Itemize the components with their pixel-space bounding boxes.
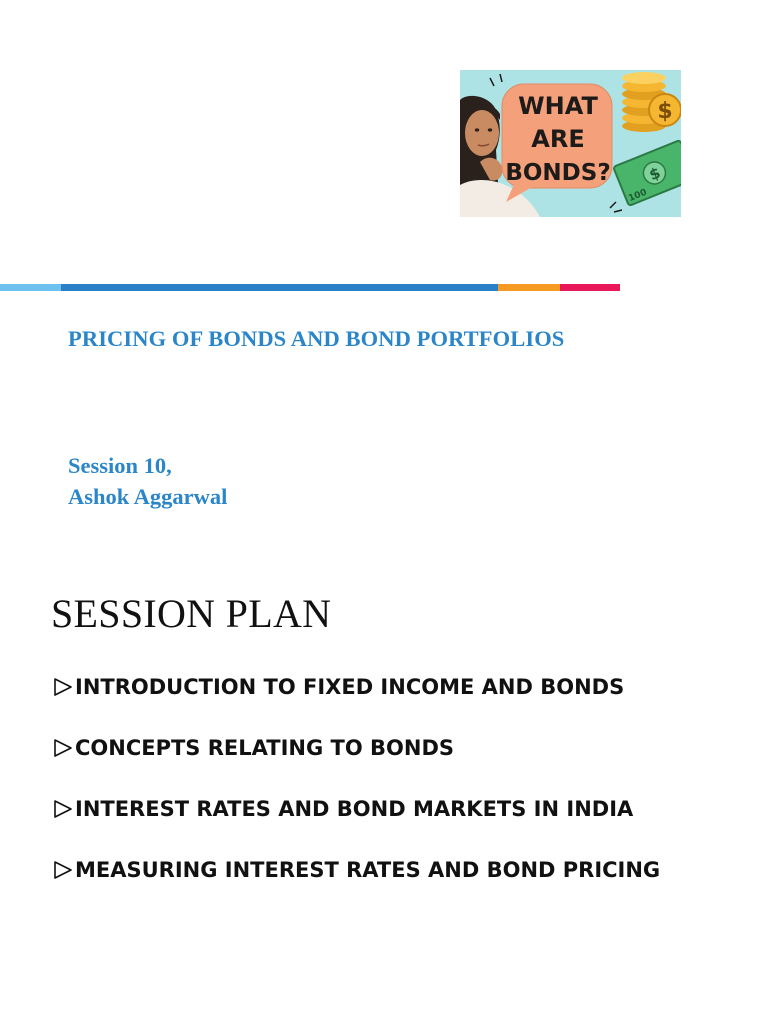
hero-illustration (460, 70, 681, 217)
what-are-bonds-image (460, 70, 681, 217)
session-plan-heading: SESSION PLAN (51, 591, 332, 636)
list-item-label: MEASURING INTEREST RATES AND BOND PRICING (75, 858, 661, 882)
triangle-outline-icon (52, 798, 74, 820)
deck-title: PRICING OF BONDS AND BOND PORTFOLIOS (68, 326, 565, 351)
triangle-outline-icon (52, 737, 74, 759)
list-item (52, 794, 660, 824)
banknote-dollar: $ (646, 163, 664, 185)
list-item (52, 855, 660, 885)
presenter-name: Ashok Aggarwal (68, 484, 228, 509)
list-item (52, 733, 660, 763)
session-number: Session 10, (68, 453, 172, 478)
session-plan-list (52, 672, 660, 916)
accent-bar-segment-blue (61, 284, 498, 291)
banknote-value: 100 (627, 187, 649, 205)
coin-symbol: $ (657, 99, 673, 124)
bubble-line-1: WHAT (518, 92, 598, 120)
triangle-outline-icon (52, 859, 74, 881)
accent-bar-segment-light-blue (0, 284, 61, 291)
list-item-label: CONCEPTS RELATING TO BONDS (75, 736, 455, 760)
session-meta (68, 450, 227, 512)
list-item-label: INTEREST RATES AND BOND MARKETS IN INDIA (75, 797, 634, 821)
triangle-outline-icon (52, 676, 74, 698)
list-item (52, 672, 660, 702)
accent-bar-segment-orange (498, 284, 560, 291)
bubble-line-3: BONDS? (505, 160, 611, 186)
list-item-label: INTRODUCTION TO FIXED INCOME AND BONDS (75, 675, 625, 699)
accent-bar-segment-pink (560, 284, 620, 291)
speech-bubble (502, 84, 612, 202)
bubble-line-2: ARE (531, 125, 585, 153)
